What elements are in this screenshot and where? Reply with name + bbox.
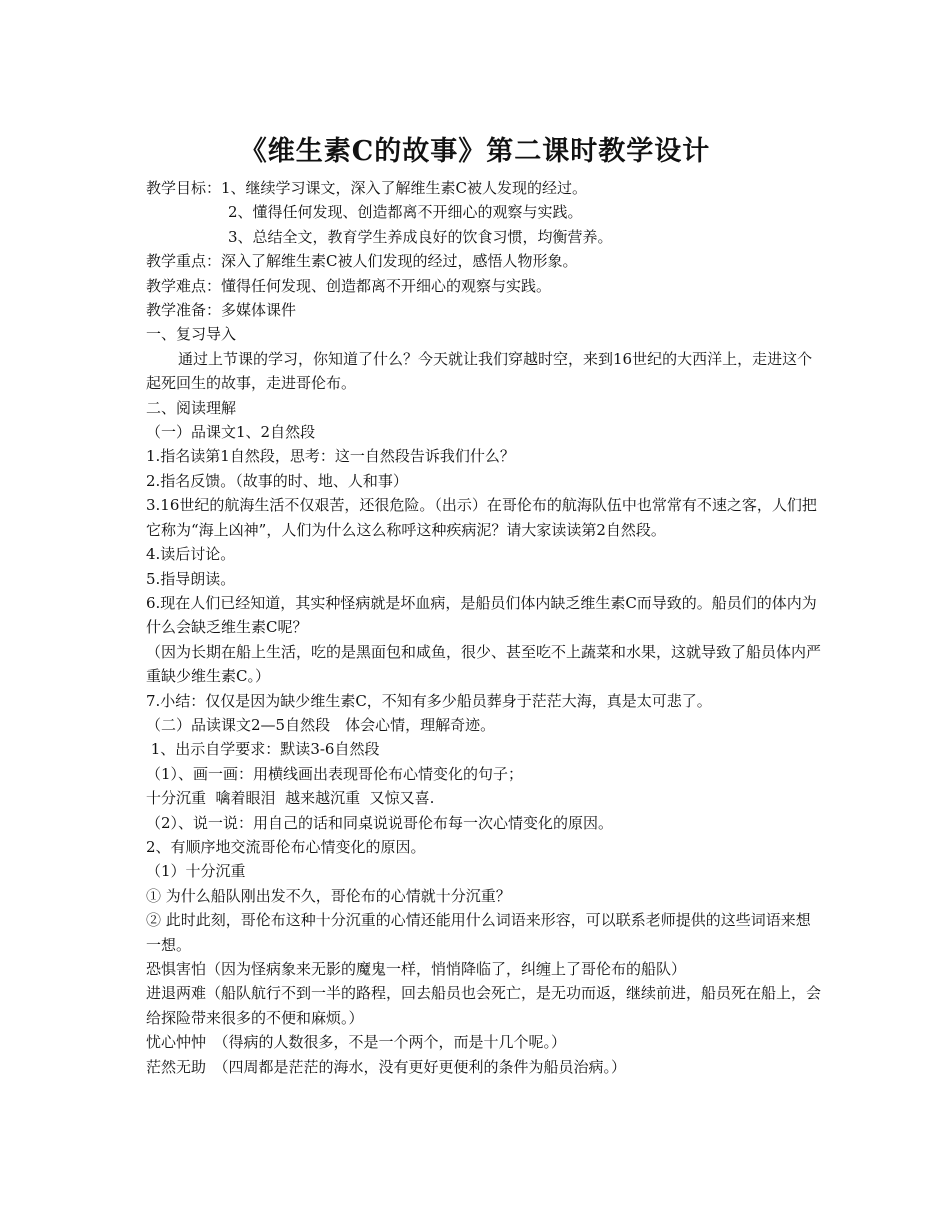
- word-explanation-4: 茫然无助 （四周都是茫茫的海水，没有更好更便利的条件为船员治病。）: [146, 1057, 627, 1076]
- step-item-6: 6.现在人们已经知道，其实种怪病就是坏血病，是船员们体内缺乏维生素C而导致的。船员们的体内为什么会缺乏维生素C呢？: [146, 593, 817, 637]
- task-draw-lines: （1）、画一画：用横线画出表现哥伦布心情变化的句子；: [146, 764, 524, 783]
- question-2: ② 此时此刻，哥伦布这种十分沉重的心情还能用什么词语来形容，可以联系老师提供的这些词语来想一想。: [146, 911, 811, 954]
- step-item-5: 5.指导朗读。: [146, 569, 236, 588]
- step-item-4: 4.读后讨论。: [146, 545, 236, 564]
- mood-words: 十分沉重 噙着眼泪 越来越沉重 又惊又喜.: [146, 789, 435, 808]
- teaching-goal-3: 3、总结全文，教育学生养成良好的饮食习惯，均衡营养。: [228, 227, 613, 246]
- word-explanation-1: 恐惧害怕（因为怪病象来无影的魔鬼一样，悄悄降临了，纠缠上了哥伦布的船队）: [146, 960, 687, 978]
- step-item-7: 7.小结：仅仅是因为缺少维生素C，不知有多少船员葬身于茫茫大海，真是太可悲了。: [146, 691, 712, 710]
- teaching-difficulty: 教学难点：懂得任何发现、创造都离不开细心的观察与实践。: [146, 276, 552, 295]
- mood-heading-1: （1）十分沉重: [146, 862, 246, 881]
- question-1: ① 为什么船队刚出发不久，哥伦布的心情就十分沉重？: [146, 886, 511, 905]
- intro-paragraph: 通过上节课的学习，你知道了什么？今天就让我们穿越时空，来到16世纪的大西洋上，走进这个起死回生的故事，走进哥伦布。: [146, 349, 813, 393]
- section-heading-review: 一、复习导入: [146, 325, 237, 344]
- exchange-reasons: 2、有顺序地交流哥伦布心情变化的原因。: [146, 837, 426, 856]
- document-title: 《维生素C的故事》第二课时教学设计: [239, 136, 711, 167]
- document-body: [146, 176, 822, 1079]
- subsection-heading-2: （二）品读课文2—5自然段 体会心情，理解奇迹。: [146, 715, 496, 734]
- teaching-goal-1: 教学目标：1、继续学习课文，深入了解维生素C被人发现的经过。: [146, 179, 588, 197]
- subsection-heading-1: （一）品课文1、2自然段: [146, 423, 316, 442]
- step-item-2: 2.指名反馈。（故事的时、地、人和事）: [146, 471, 408, 490]
- section-heading-reading: 二、阅读理解: [146, 398, 237, 417]
- word-explanation-3: 忧心忡忡 （得病的人数很多，不是一个两个，而是十几个呢。）: [146, 1033, 567, 1052]
- self-study-requirement: 1、出示自学要求：默读3-6自然段: [146, 740, 380, 759]
- step-item-3: 3.16世纪的航海生活不仅艰苦，还很危险。（出示）在哥伦布的航海队伍中也常常有不速之客，人们把它称为“海上凶神”，人们为什么这么称呼这种疾病泥？请大家读读第2自然段。: [146, 496, 817, 539]
- teaching-goal-2: 2、懂得任何发现、创造都离不开细心的观察与实践。: [228, 203, 583, 222]
- teaching-preparation: 教学准备：多媒体课件: [146, 301, 297, 320]
- step-item-1: 1.指名读第1自然段，思考：这一自然段告诉我们什么？: [146, 447, 515, 466]
- teaching-key-point: 教学重点：深入了解维生素C被人们发现的经过，感悟人物形象。: [146, 252, 578, 271]
- word-explanation-2: 进退两难（船队航行不到一半的路程，回去船员也会死亡，是无功而返，继续前进，船员死在船上，会给探险带来很多的不便和麻烦。）: [146, 984, 822, 1027]
- task-discuss: （2）、说一说：用自己的话和同桌说说哥伦布每一次心情变化的原因。: [146, 813, 614, 832]
- step-item-6-answer: （因为长期在船上生活，吃的是黑面包和咸鱼，很少、甚至吃不上蔬菜和水果，这就导致了船员体内严重缺少维生素C。）: [146, 642, 822, 686]
